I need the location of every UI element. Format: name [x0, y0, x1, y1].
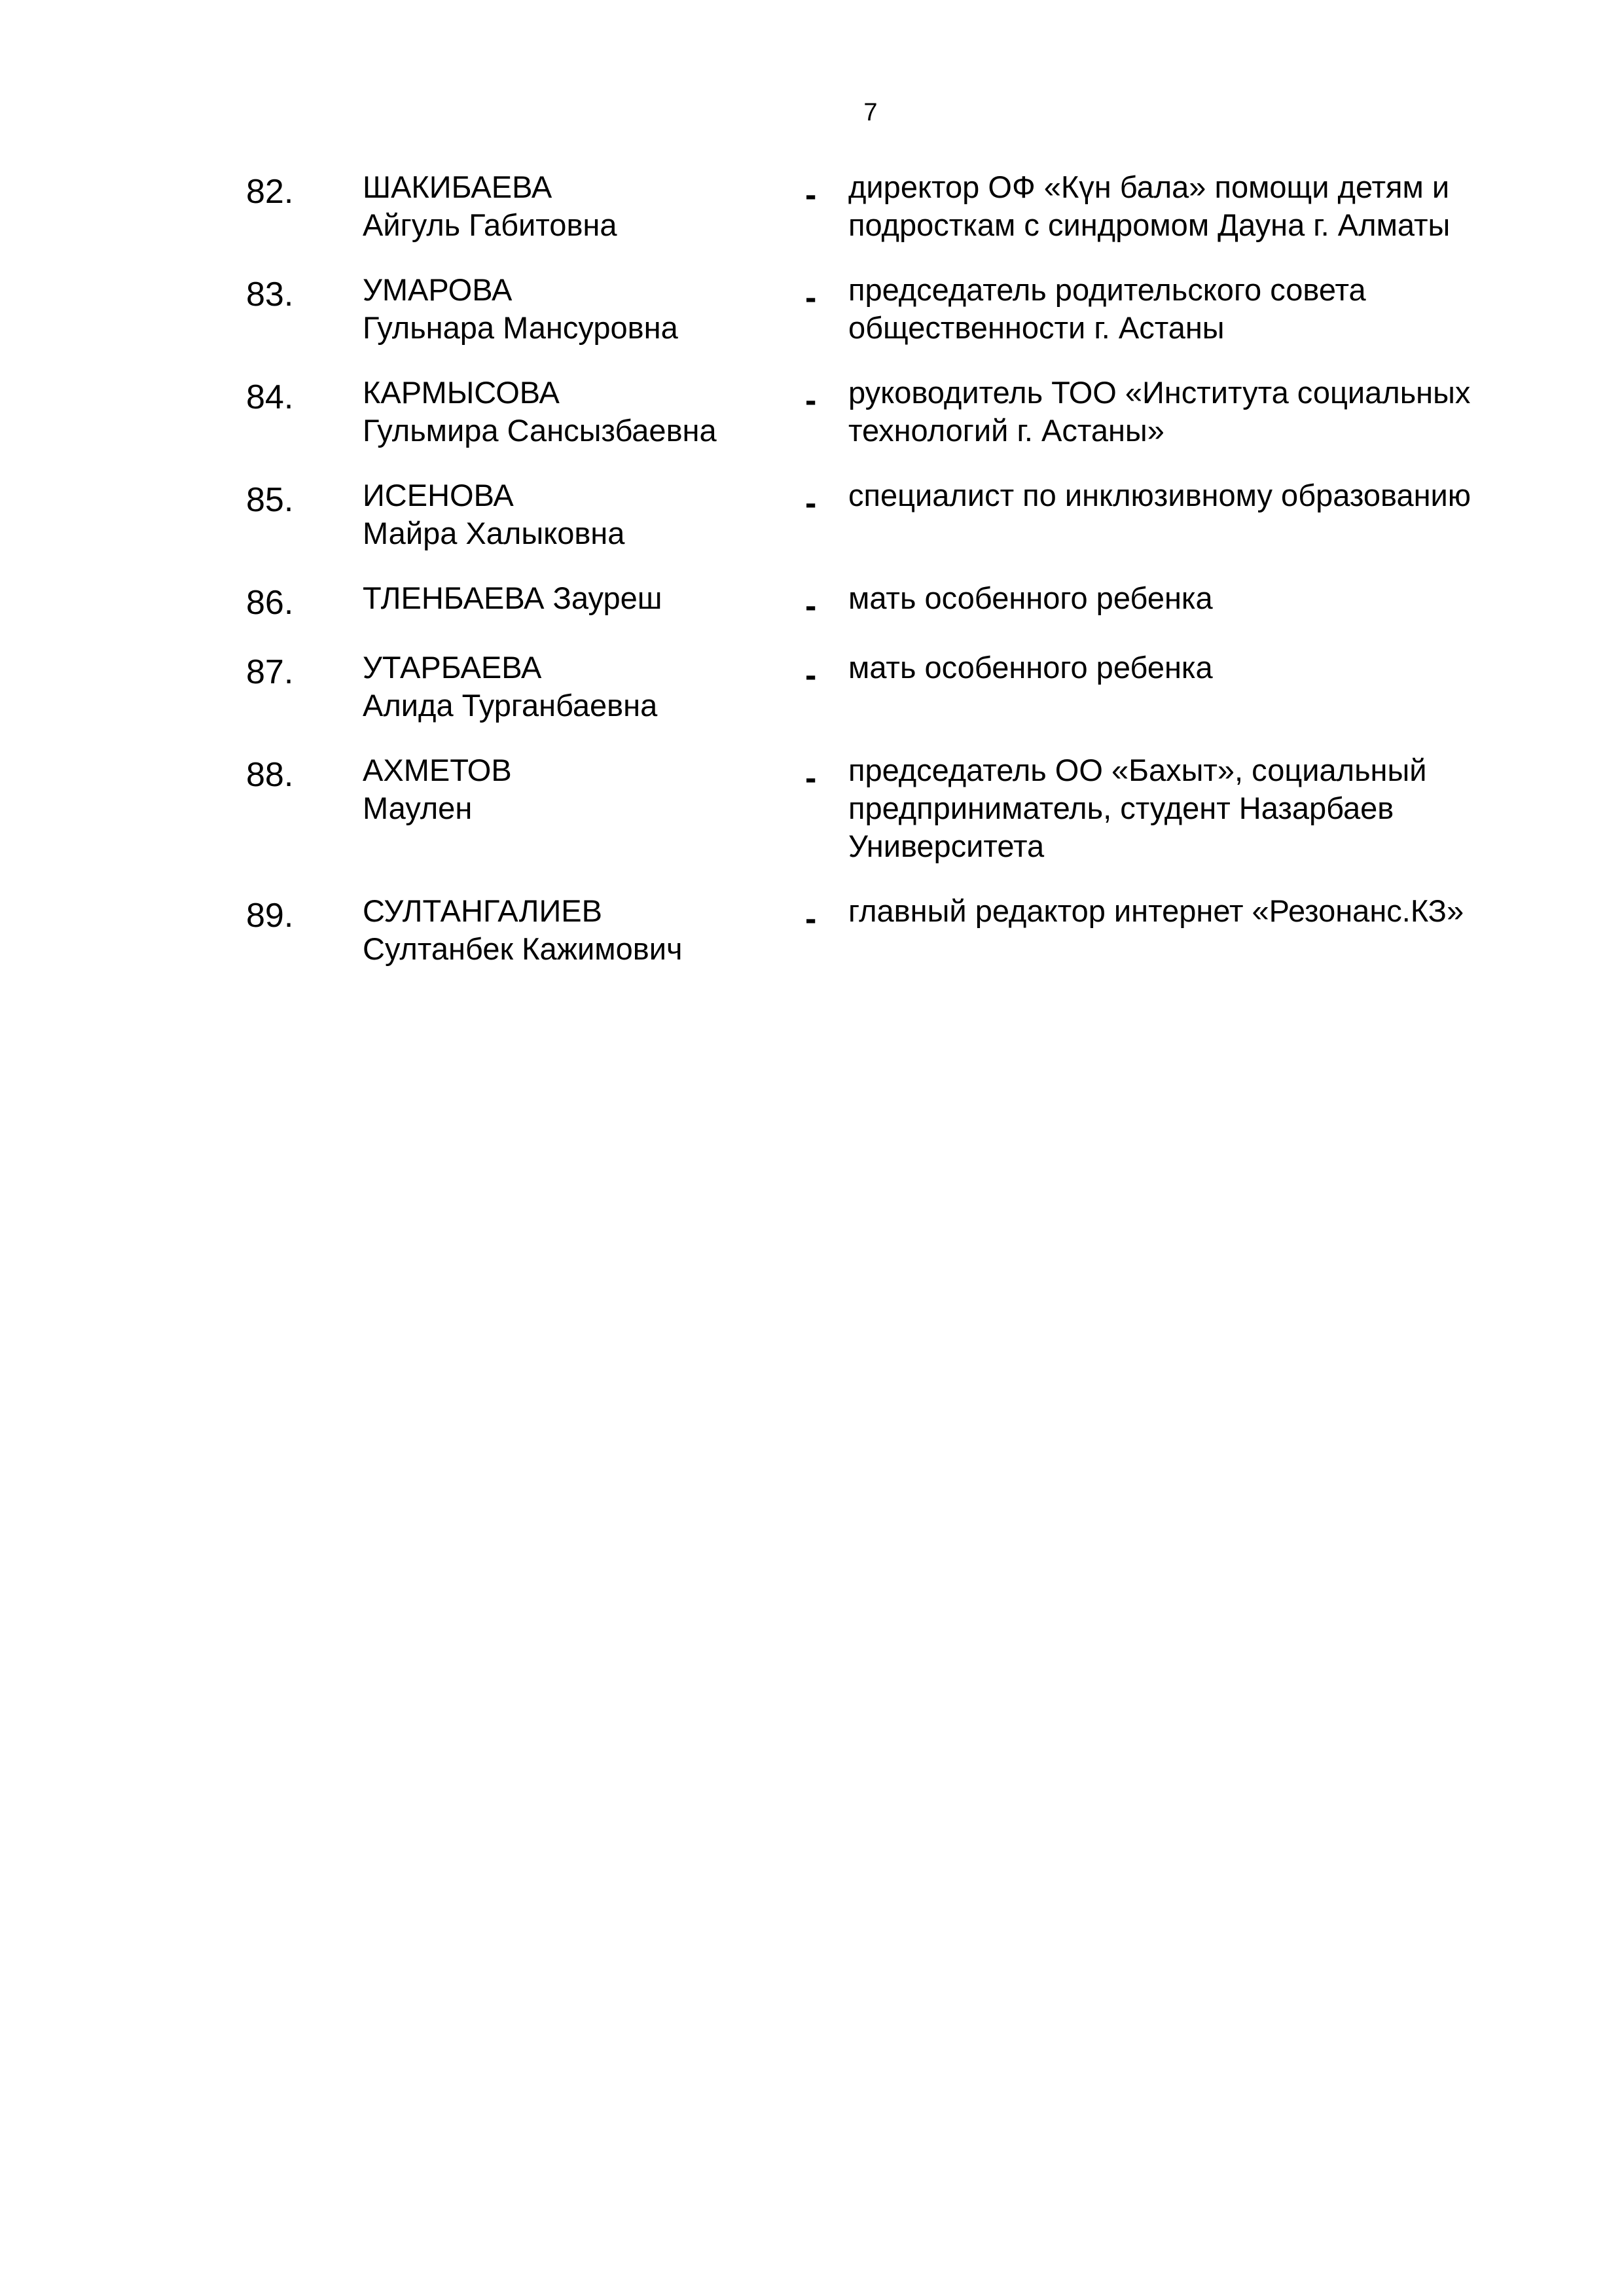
entry-number: 86. [246, 584, 294, 622]
entry-role-line: главный редактор интернет «Резонанс.КЗ» [848, 893, 1464, 928]
entry-name [363, 892, 768, 968]
entry-surname: АХМЕТОВ [363, 753, 512, 787]
page-number: 7 [863, 99, 878, 126]
entry-dash: - [805, 382, 817, 420]
entry-given-names: Гульнара Мансуровна [363, 310, 678, 345]
entry-surname: КАРМЫСОВА [363, 375, 560, 410]
entry-number: 87. [246, 653, 294, 691]
entry-number: 84. [246, 378, 294, 416]
entry-dash: - [805, 656, 817, 694]
entry-name [363, 374, 768, 450]
entry-surname: ТЛЕНБАЕВА Зауреш [363, 581, 662, 615]
list-item [0, 374, 1624, 476]
entry-dash: - [805, 759, 817, 797]
entry-name [363, 649, 768, 725]
entry-role [848, 374, 1542, 450]
entry-role-line: Университета [848, 829, 1045, 863]
list-item [0, 168, 1624, 271]
entry-name [363, 476, 768, 552]
list-item [0, 751, 1624, 892]
entry-number: 89. [246, 897, 294, 935]
entry-role [848, 579, 1542, 617]
entry-surname: ИСЕНОВА [363, 478, 514, 512]
entry-dash: - [805, 279, 817, 317]
entry-name [363, 271, 768, 347]
entry-given-names: Султанбек Кажимович [363, 931, 683, 966]
entry-role [848, 892, 1542, 930]
entry-surname: ШАКИБАЕВА [363, 170, 552, 204]
entry-dash: - [805, 587, 817, 625]
entry-role-line: мать особенного ребенка [848, 650, 1213, 685]
list-item [0, 649, 1624, 751]
entry-role-line: специалист по инклюзивному образованию [848, 478, 1471, 512]
entry-role [848, 649, 1542, 687]
entry-name [363, 168, 768, 244]
participant-list [0, 168, 1624, 995]
entry-dash: - [805, 176, 817, 214]
list-item [0, 892, 1624, 995]
entry-dash: - [805, 484, 817, 522]
entry-role-line: подросткам с синдромом Дауна г. Алматы [848, 207, 1451, 242]
entry-surname: УТАРБАЕВА [363, 650, 542, 685]
list-item [0, 476, 1624, 579]
entry-role-line: руководитель ТОО «Института социальных [848, 375, 1471, 410]
entry-number: 85. [246, 481, 294, 519]
entry-surname: СУЛТАНГАЛИЕВ [363, 893, 602, 928]
entry-role-line: директор ОФ «Күн бала» помощи детям и [848, 170, 1450, 204]
entry-role-line: председатель ОО «Бахыт», социальный [848, 753, 1427, 787]
entry-role-line: технологий г. Астаны» [848, 413, 1164, 448]
list-item [0, 579, 1624, 649]
entry-role-line: мать особенного ребенка [848, 581, 1213, 615]
entry-dash: - [805, 900, 817, 938]
entry-role-line: общественности г. Астаны [848, 310, 1225, 345]
entry-given-names: Майра Халыковна [363, 516, 625, 550]
entry-number: 82. [246, 173, 294, 211]
entry-role-line: предприниматель, студент Назарбаев [848, 791, 1394, 825]
entry-number: 88. [246, 756, 294, 794]
entry-name [363, 751, 768, 827]
entry-role [848, 271, 1542, 347]
entry-role [848, 168, 1542, 244]
list-item [0, 271, 1624, 374]
entry-given-names: Айгуль Габитовна [363, 207, 617, 242]
entry-role [848, 476, 1542, 514]
entry-name [363, 579, 768, 617]
entry-given-names: Алида Турганбаевна [363, 688, 658, 723]
entry-given-names: Гульмира Сансызбаевна [363, 413, 717, 448]
entry-role-line: председатель родительского совета [848, 272, 1366, 307]
entry-given-names: Маулен [363, 791, 473, 825]
entry-number: 83. [246, 276, 294, 314]
entry-role [848, 751, 1542, 865]
entry-surname: УМАРОВА [363, 272, 513, 307]
